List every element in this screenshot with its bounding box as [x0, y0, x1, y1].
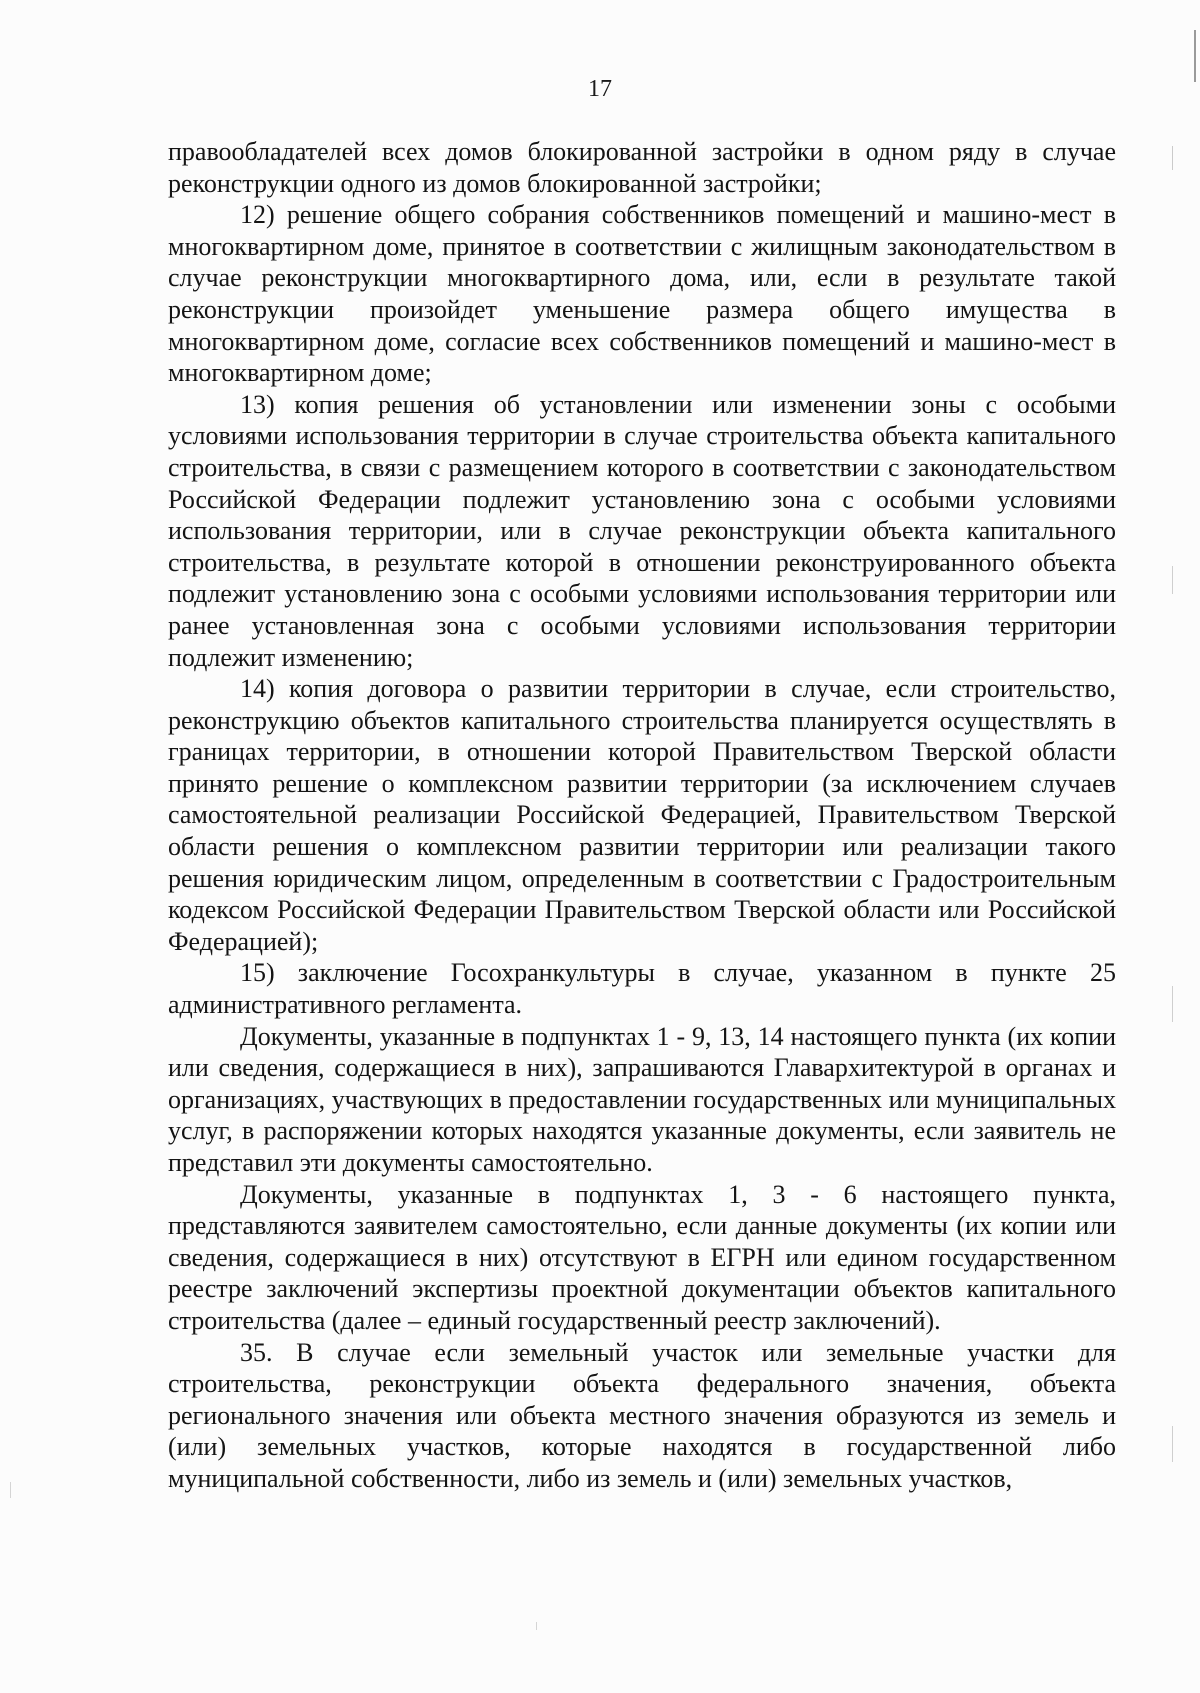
paragraph-item-14: 14) копия договора о развитии территории в случае, если строительство, реконструкцию объектов капитального строительства планируется осуществлять в границах территории, в отношении которой Правительством Тверской области принято решение о комплексном развитии территории (за исключением случаев самостоятельной реализации Российской Федерацией, Правительством Тверской области решения о комплексном развитии территории или реализации такого решения юридическим лицом, определенным в соответствии с Градостроительным кодексом Российской Федерации Правительством Тверской области или Российской Федерацией);	[168, 674, 1116, 956]
scan-edge-mark	[1194, 30, 1196, 82]
scan-edge-mark	[1172, 986, 1173, 1022]
scan-edge-mark	[1172, 146, 1173, 170]
scan-edge-mark	[1172, 1426, 1173, 1462]
paragraph-item-12: 12) решение общего собрания собственников помещений и машино-мест в многоквартирном доме, принятое в соответствии с жилищным законодательством в случае реконструкции многоквартирного дома, или, если в результате такой реконструкции произойдет уменьшение размера общего имущества в многоквартирном доме, согласие всех собственников помещений и машино-мест в многоквартирном доме;	[168, 200, 1116, 388]
scan-edge-mark	[1172, 566, 1173, 594]
paragraph-item-13: 13) копия решения об установлении или изменении зоны с особыми условиями использования территории в случае строительства объекта капитального строительства, в связи с размещением которого в соответствии с законодательством Российской Федерации подлежит установлению зона с особыми условиями использования территории, или в случае реконструкции объекта капитального строительства, в результате которой в отношении реконструированного объекта подлежит установлению зона с особыми условиями использования территории или ранее установленная зона с особыми условиями использования территории подлежит изменению;	[168, 389, 1116, 672]
paragraph-continuation: правообладателей всех домов блокированной застройки в одном ряду в случае реконструкции одного из домов блокированной застройки;	[168, 137, 1116, 198]
scan-edge-mark	[536, 1622, 537, 1630]
paragraph-clause-35: 35. В случае если земельный участок или земельные участки для строительства, реконструкции объекта федерального значения, объекта регионального значения или объекта местного значения образуются из земель и (или) земельных участков, которые находятся в государственной либо муниципальной собственности, либо из земель и (или) земельных участков,	[168, 1337, 1116, 1493]
document-body	[168, 136, 1116, 1495]
paragraph-item-15: 15) заключение Госохранкультуры в случае, указанном в пункте 25 административного регламента.	[168, 958, 1116, 1020]
paragraph-documents-requested: Документы, указанные в подпунктах 1 - 9, 13, 14 настоящего пункта (их копии или сведения, содержащиеся в них), запрашиваются Главархитектурой в органах и организациях, участвующих в предоставлении государственных или муниципальных услуг, в распоряжении которых находятся указанные документы, если заявитель не представил эти документы самостоятельно.	[168, 1021, 1116, 1177]
paragraph-documents-submitted: Документы, указанные в подпунктах 1, 3 - 6 настоящего пункта, представляются заявителем самостоятельно, если данные документы (их копии или сведения, содержащиеся в них) отсутствуют в ЕГРН или едином государственном реестре заключений экспертизы проектной документации объектов капитального строительства (далее – единый государственный реестр заключений).	[168, 1179, 1116, 1335]
page-number: 17	[588, 76, 612, 102]
scan-edge-mark	[10, 1482, 11, 1498]
